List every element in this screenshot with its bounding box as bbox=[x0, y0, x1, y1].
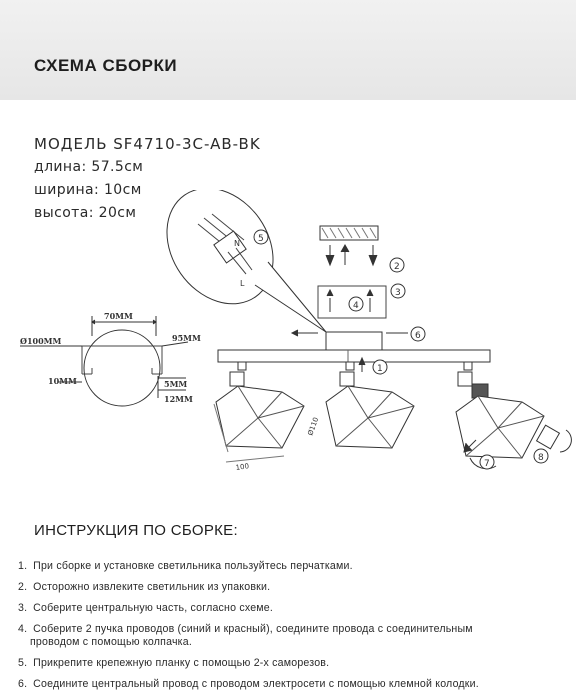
list-item: 6. Соедините центральный провод с проводом электросети с помощью клемной колодки. bbox=[18, 678, 479, 690]
dim-10: 10MM bbox=[48, 376, 77, 386]
callout-6: 6 bbox=[415, 331, 421, 341]
callout-1: 1 bbox=[377, 364, 383, 374]
callout-3: 3 bbox=[395, 288, 401, 298]
callout-8: 8 bbox=[538, 453, 544, 463]
dim-shade-length: 100 bbox=[235, 462, 250, 472]
callout-7: 7 bbox=[484, 459, 490, 469]
list-item: 3. Соберите центральную часть, согласно схеме. bbox=[18, 602, 274, 614]
dim-5: 5MM bbox=[164, 379, 188, 389]
lamp-shade-middle bbox=[326, 372, 414, 448]
spec-width: ширина: 10см bbox=[34, 182, 142, 198]
header-band bbox=[0, 0, 576, 100]
spec-model: МОДЕЛЬ SF4710-3C-AB-BK bbox=[34, 135, 261, 153]
assembly-diagram bbox=[0, 190, 576, 480]
dim-12: 12MM bbox=[164, 394, 193, 404]
spec-height: высота: 20см bbox=[34, 205, 137, 221]
dim-shade-diameter: Ø110 bbox=[306, 416, 321, 437]
list-item: 5. Прикрепите крепежную планку с помощью 2-х саморезов. bbox=[18, 657, 330, 669]
ceiling-mount-group bbox=[320, 226, 404, 272]
spec-length: длина: 57.5см bbox=[34, 159, 144, 175]
list-item: 2. Осторожно извлеките светильник из упаковки. bbox=[18, 581, 271, 593]
dim-100: Ø100MM bbox=[20, 336, 62, 346]
lamp-shade-right bbox=[456, 372, 571, 469]
base-dimension-drawing bbox=[20, 311, 201, 406]
instructions-title: ИНСТРУКЦИЯ ПО СБОРКЕ: bbox=[34, 522, 238, 539]
dim-70: 70MM bbox=[104, 311, 133, 321]
lamp-shade-left bbox=[214, 372, 320, 472]
list-item: 4. Соберите 2 пучка проводов (синий и красный), соедините провода с соединительным проводом с помощью колпачка. bbox=[18, 623, 473, 648]
page-title: СХЕМА СБОРКИ bbox=[34, 56, 178, 75]
callout-2: 2 bbox=[394, 262, 400, 272]
callout-5: 5 bbox=[258, 234, 264, 244]
instructions-list bbox=[18, 560, 570, 699]
dim-95: 95MM bbox=[172, 333, 201, 343]
list-item: 1. При сборке и установке светильника пользуйтесь перчатками. bbox=[18, 560, 353, 572]
callout-4: 4 bbox=[353, 301, 359, 311]
wire-detail-callout bbox=[145, 190, 326, 332]
wire-letter-n: N bbox=[234, 239, 240, 248]
wire-letter-l: L bbox=[240, 279, 245, 288]
lamp-bar bbox=[218, 350, 490, 374]
